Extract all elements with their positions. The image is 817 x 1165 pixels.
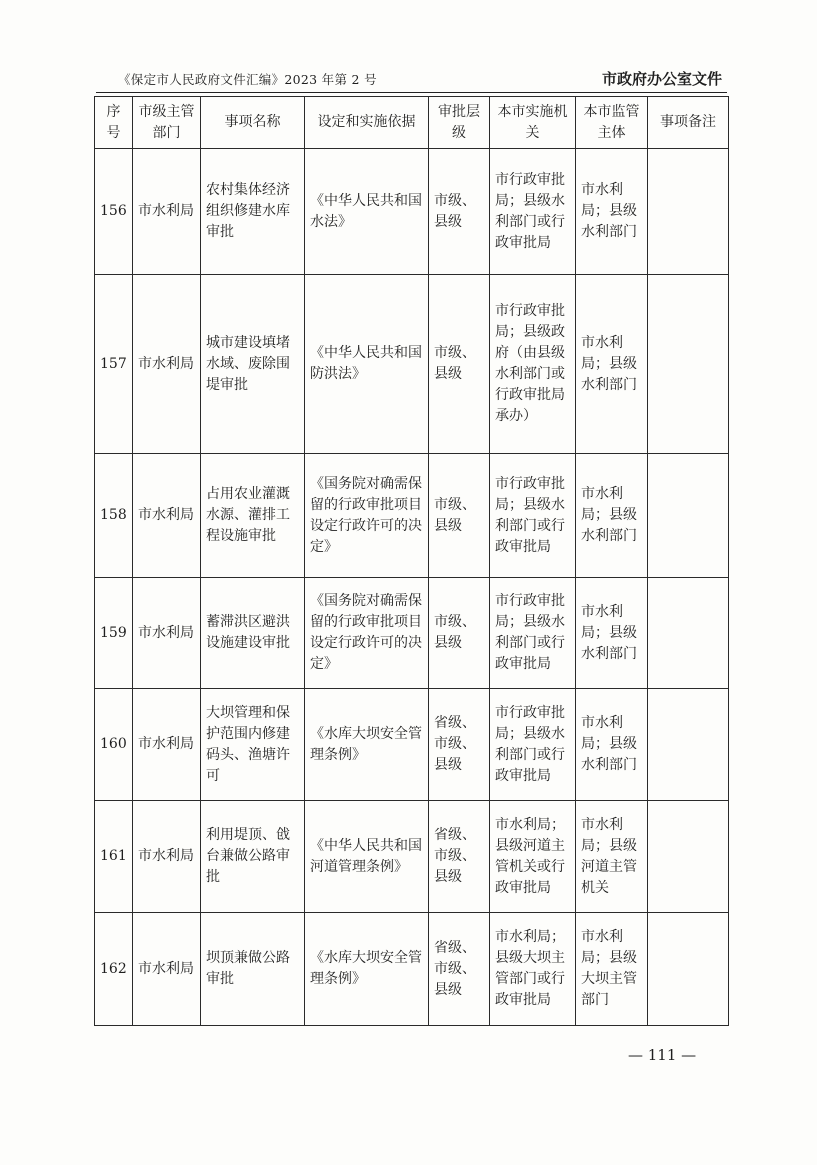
row-number: 158 <box>95 454 133 578</box>
department-cell: 市水利局 <box>133 149 201 275</box>
implementing-agency-cell: 市行政审批局；县级水利部门或行政审批局 <box>490 454 576 578</box>
department-cell: 市水利局 <box>133 578 201 689</box>
column-header: 本市实施机关 <box>490 97 576 149</box>
approval-items-table <box>94 96 729 1026</box>
table-row <box>95 801 729 913</box>
legal-basis-cell: 《中华人民共和国防洪法》 <box>305 275 429 454</box>
supervisor-cell: 市水利局；县级水利部门 <box>576 578 648 689</box>
remark-cell <box>648 801 729 913</box>
implementing-agency-cell: 市行政审批局；县级政府（由县级水利部门或行政审批局承办） <box>490 275 576 454</box>
approval-level-cell: 市级、县级 <box>429 149 490 275</box>
item-name-cell: 蓄滞洪区避洪设施建设审批 <box>201 578 305 689</box>
implementing-agency-cell: 市行政审批局；县级水利部门或行政审批局 <box>490 149 576 275</box>
legal-basis-cell: 《国务院对确需保留的行政审批项目设定行政许可的决定》 <box>305 578 429 689</box>
header-rule <box>96 92 727 93</box>
column-header: 市级主管部门 <box>133 97 201 149</box>
department-cell: 市水利局 <box>133 689 201 801</box>
approval-level-cell: 省级、市级、县级 <box>429 801 490 913</box>
column-header: 审批层级 <box>429 97 490 149</box>
column-header: 序号 <box>95 97 133 149</box>
item-name-cell: 大坝管理和保护范围内修建码头、渔塘许可 <box>201 689 305 801</box>
remark-cell <box>648 149 729 275</box>
item-name-cell: 利用堤顶、戗台兼做公路审批 <box>201 801 305 913</box>
column-header: 设定和实施依据 <box>305 97 429 149</box>
implementing-agency-cell: 市水利局；县级大坝主管部门或行政审批局 <box>490 913 576 1026</box>
approval-level-cell: 市级、县级 <box>429 578 490 689</box>
legal-basis-cell: 《水库大坝安全管理条例》 <box>305 689 429 801</box>
table-row <box>95 149 729 275</box>
row-number: 156 <box>95 149 133 275</box>
supervisor-cell: 市水利局；县级大坝主管部门 <box>576 913 648 1026</box>
table-header-row <box>95 97 729 149</box>
department-cell: 市水利局 <box>133 454 201 578</box>
item-name-cell: 坝顶兼做公路审批 <box>201 913 305 1026</box>
item-name-cell: 占用农业灌溉水源、灌排工程设施审批 <box>201 454 305 578</box>
row-number: 162 <box>95 913 133 1026</box>
implementing-agency-cell: 市行政审批局；县级水利部门或行政审批局 <box>490 578 576 689</box>
supervisor-cell: 市水利局；县级河道主管机关 <box>576 801 648 913</box>
table-row <box>95 689 729 801</box>
supervisor-cell: 市水利局；县级水利部门 <box>576 454 648 578</box>
legal-basis-cell: 《中华人民共和国水法》 <box>305 149 429 275</box>
legal-basis-cell: 《国务院对确需保留的行政审批项目设定行政许可的决定》 <box>305 454 429 578</box>
remark-cell <box>648 913 729 1026</box>
column-header: 本市监管主体 <box>576 97 648 149</box>
document-series-title: 《保定市人民政府文件汇编》2023 年第 2 号 <box>118 72 377 87</box>
legal-basis-cell: 《水库大坝安全管理条例》 <box>305 913 429 1026</box>
item-name-cell: 城市建设填堵水域、废除围堤审批 <box>201 275 305 454</box>
remark-cell <box>648 689 729 801</box>
remark-cell <box>648 275 729 454</box>
remark-cell <box>648 454 729 578</box>
supervisor-cell: 市水利局；县级水利部门 <box>576 689 648 801</box>
table-row <box>95 454 729 578</box>
approval-level-cell: 省级、市级、县级 <box>429 913 490 1026</box>
row-number: 157 <box>95 275 133 454</box>
department-cell: 市水利局 <box>133 275 201 454</box>
department-cell: 市水利局 <box>133 913 201 1026</box>
supervisor-cell: 市水利局；县级水利部门 <box>576 275 648 454</box>
row-number: 160 <box>95 689 133 801</box>
implementing-agency-cell: 市行政审批局；县级水利部门或行政审批局 <box>490 689 576 801</box>
section-title: 市政府办公室文件 <box>601 70 722 88</box>
page-number: — 111 — <box>628 1046 697 1064</box>
item-name-cell: 农村集体经济组织修建水库审批 <box>201 149 305 275</box>
table-row <box>95 578 729 689</box>
legal-basis-cell: 《中华人民共和国河道管理条例》 <box>305 801 429 913</box>
approval-level-cell: 省级、市级、县级 <box>429 689 490 801</box>
approval-level-cell: 市级、县级 <box>429 275 490 454</box>
remark-cell <box>648 578 729 689</box>
column-header: 事项备注 <box>648 97 729 149</box>
row-number: 159 <box>95 578 133 689</box>
table-row <box>95 275 729 454</box>
column-header: 事项名称 <box>201 97 305 149</box>
department-cell: 市水利局 <box>133 801 201 913</box>
table-row <box>95 913 729 1026</box>
implementing-agency-cell: 市水利局；县级河道主管机关或行政审批局 <box>490 801 576 913</box>
supervisor-cell: 市水利局；县级水利部门 <box>576 149 648 275</box>
row-number: 161 <box>95 801 133 913</box>
approval-level-cell: 市级、县级 <box>429 454 490 578</box>
